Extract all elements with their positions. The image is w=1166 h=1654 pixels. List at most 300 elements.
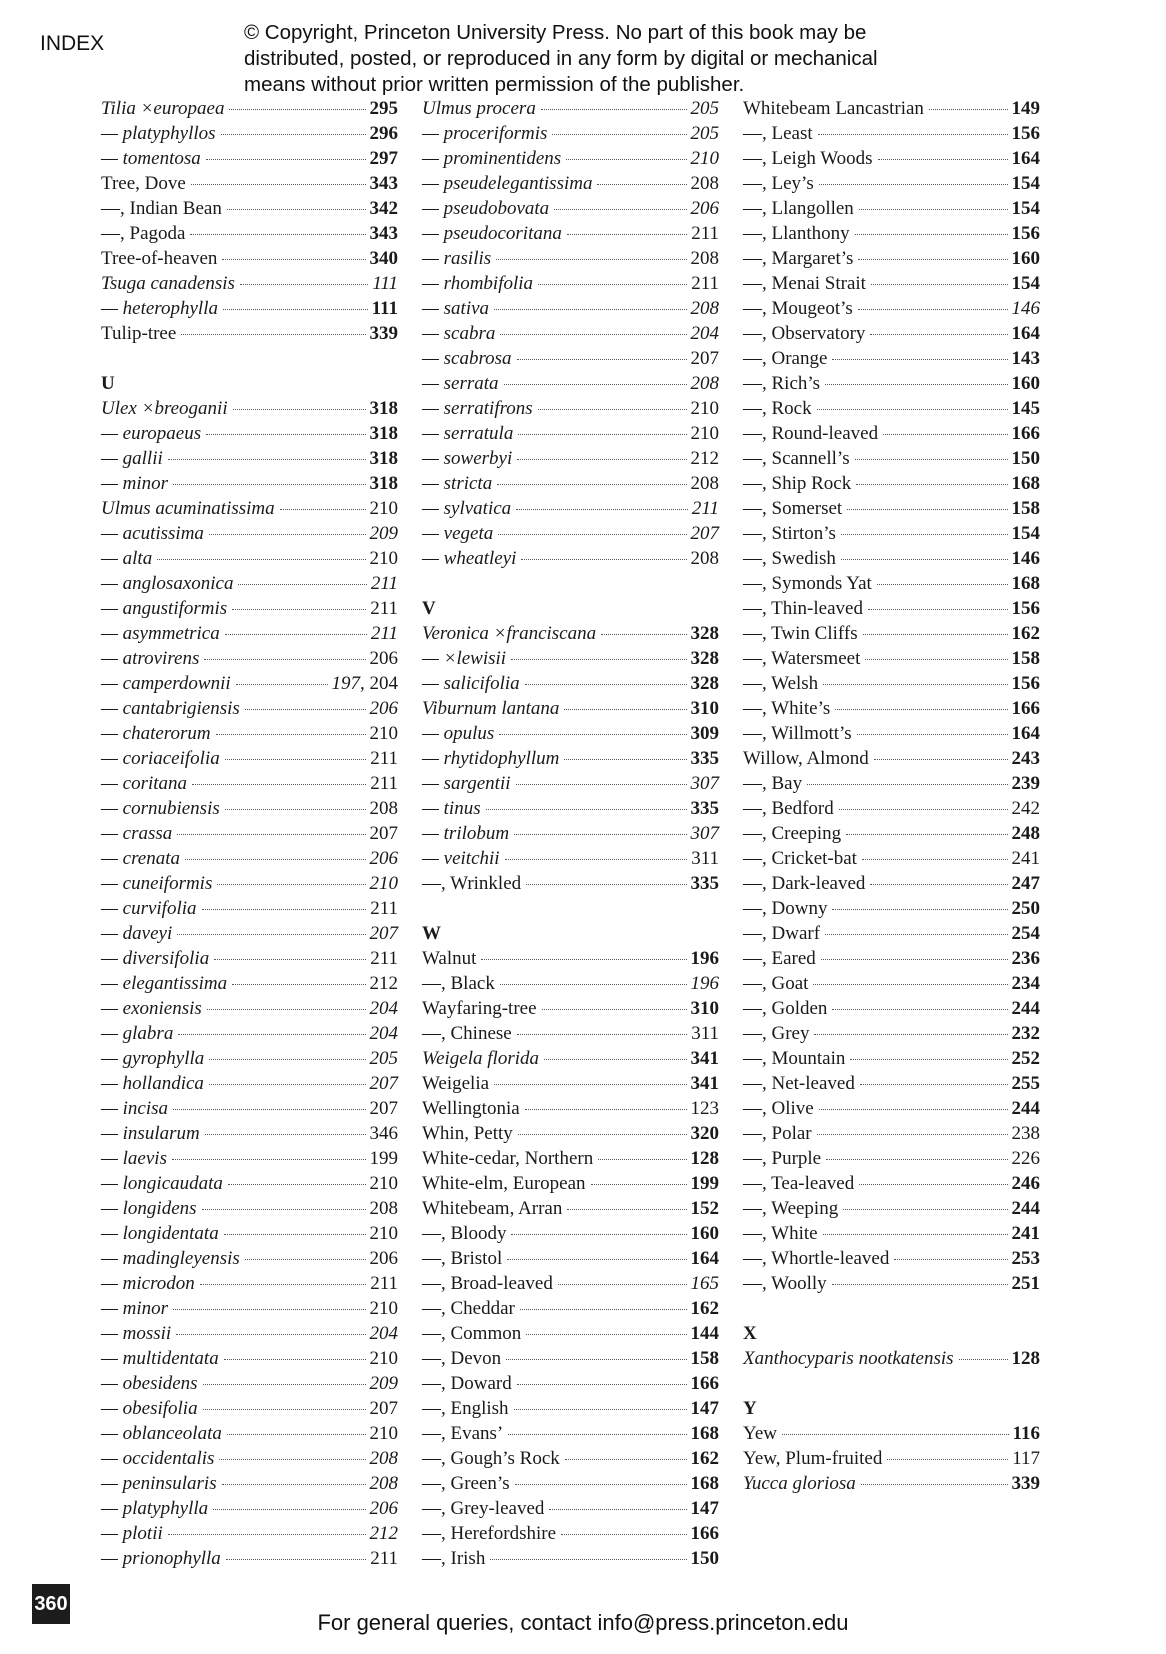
index-entry [101,796,398,821]
entry-term: Veronica ×franciscana [422,623,597,644]
leader-dots [859,1184,1007,1185]
entry-page: 297 [369,148,398,169]
index-entry [422,771,719,796]
entry-page: 165 [690,1273,719,1294]
index-entry [101,1221,398,1246]
entry-page: 156 [1011,123,1040,144]
index-entry [101,871,398,896]
index-entry [101,471,398,496]
entry-page: 346 [369,1123,398,1144]
leader-dots [223,309,368,310]
entry-term: — platyphyllos [101,123,216,144]
leader-dots [863,634,1008,635]
index-entry [101,521,398,546]
leader-dots [221,134,366,135]
index-entry [422,346,719,371]
index-entry [422,1471,719,1496]
entry-page: 254 [1011,923,1040,944]
entry-page: 206 [369,648,398,669]
leader-dots [222,259,365,260]
entry-term: Tree, Dove [101,173,186,194]
leader-dots [554,209,686,210]
leader-dots [855,234,1008,235]
entry-term: — pseudelegantissima [422,173,593,194]
leader-dots [858,259,1007,260]
entry-term: —, Herefordshire [422,1523,557,1544]
entry-term: — sativa [422,298,490,319]
index-entry [422,396,719,421]
index-entry [743,571,1040,596]
index-entry [101,296,398,321]
leader-dots [517,1384,687,1385]
entry-term: — platyphylla [101,1498,209,1519]
entry-term: — veitchii [422,848,500,869]
entry-term: —, Dark-leaved [743,873,866,894]
index-entry [101,921,398,946]
entry-page: 204 [369,1023,398,1044]
index-entry [422,1371,719,1396]
leader-dots [832,1284,1008,1285]
index-entry [422,146,719,171]
leader-dots [205,1134,366,1135]
leader-dots [500,984,687,985]
running-head: INDEX [40,32,105,55]
index-entry [743,1046,1040,1071]
page-number: 360 [32,1584,70,1624]
entry-term: Whitebeam Lancastrian [743,98,924,119]
entry-term: —, Gough’s Rock [422,1448,560,1469]
entry-page: 210 [369,1298,398,1319]
entry-term: Viburnum lantana [422,698,560,719]
index-entry [743,1021,1040,1046]
index-entry [422,746,719,771]
index-entry [101,496,398,521]
index-entry [422,321,719,346]
index-entry [101,596,398,621]
entry-term: —, Rock [743,398,812,419]
leader-dots [514,1409,687,1410]
entry-page: 208 [690,248,719,269]
leader-dots [232,609,366,610]
entry-page: 160 [1011,373,1040,394]
index-entry [422,996,719,1021]
leader-dots [877,584,1008,585]
index-entry [743,1096,1040,1121]
leader-dots [517,1034,687,1035]
leader-dots [202,1209,366,1210]
entry-term: — obesidens [101,1373,198,1394]
entry-page: 244 [1011,998,1040,1019]
entry-page: 210 [369,873,398,894]
entry-term: —, Goat [743,973,809,994]
leader-dots [209,534,366,535]
section-letter: U [101,373,115,394]
index-entry [101,1246,398,1271]
entry-page: 208 [369,1198,398,1219]
index-entry [743,871,1040,896]
index-entry [422,246,719,271]
entry-term: Tree-of-heaven [101,248,218,269]
entry-page: 246 [1011,1173,1040,1194]
leader-dots [525,1109,687,1110]
leader-dots [229,109,365,110]
entry-term: — minor [101,1298,169,1319]
entry-page: 207 [690,348,719,369]
leader-dots [542,1009,687,1010]
entry-term: —, Whortle-leaved [743,1248,890,1269]
index-entry [743,1171,1040,1196]
section-letter: W [422,923,441,944]
leader-dots [511,1234,686,1235]
index-entry [422,171,719,196]
entry-page: 196 [690,973,719,994]
entry-page: 339 [1011,1473,1040,1494]
index-entry [743,846,1040,871]
index-entry [743,1446,1040,1471]
entry-page: 158 [1011,498,1040,519]
index-entry [101,946,398,971]
leader-dots [173,1309,365,1310]
entry-page: 205 [690,98,719,119]
entry-page: 226 [1011,1148,1040,1169]
entry-page: 210 [369,1223,398,1244]
leader-dots [515,1484,687,1485]
entry-page: 158 [690,1348,719,1369]
index-entry [101,171,398,196]
leader-dots [832,909,1007,910]
entry-term: Ulmus procera [422,98,536,119]
index-entry [743,196,1040,221]
index-entry [101,1121,398,1146]
index-entry [422,1096,719,1121]
entry-page: 251 [1011,1273,1040,1294]
index-entry [743,796,1040,821]
entry-term: —, Tea-leaved [743,1173,855,1194]
entry-term: —, Doward [422,1373,512,1394]
leader-dots [825,934,1007,935]
entry-term: —, Creeping [743,823,842,844]
index-entry [743,921,1040,946]
entry-page: 211 [370,948,398,969]
entry-page: 210 [369,498,398,519]
index-entry [743,446,1040,471]
leader-dots [238,584,366,585]
entry-term: Tulip-tree [101,323,177,344]
entry-term: —, Somerset [743,498,843,519]
entry-term: —, Bloody [422,1223,507,1244]
entry-page: 208 [690,173,719,194]
leader-dots [225,809,366,810]
index-entry [101,1096,398,1121]
index-entry [101,721,398,746]
index-entry [743,221,1040,246]
index-entry [422,546,719,571]
entry-term: Yew, Plum-fruited [743,1448,883,1469]
leader-dots [841,559,1008,560]
entry-page: 243 [1011,748,1040,769]
entry-page: 211 [370,898,398,919]
entry-term: — daveyi [101,923,173,944]
index-entry [743,121,1040,146]
index-entry [101,221,398,246]
entry-term: — exoniensis [101,998,202,1019]
index-entry [743,721,1040,746]
leader-dots [819,1109,1008,1110]
index-entry [101,121,398,146]
entry-page: 207 [369,823,398,844]
entry-term: —, Llangollen [743,198,854,219]
entry-page: 211 [370,573,398,594]
entry-term: — pseudobovata [422,198,550,219]
leader-dots [857,734,1008,735]
entry-page: 342 [369,198,398,219]
entry-term: — proceriformis [422,123,548,144]
entry-page: 307 [690,823,719,844]
entry-term: — serratifrons [422,398,533,419]
leader-dots [168,459,366,460]
entry-page: 204 [369,998,398,1019]
entry-term: —, Welsh [743,673,819,694]
entry-page: 341 [690,1073,719,1094]
entry-term: —, Net-leaved [743,1073,855,1094]
entry-term: —, Broad-leaved [422,1273,553,1294]
entry-term: —, Pagoda [101,223,186,244]
leader-dots [203,1409,366,1410]
index-entry [422,1546,719,1571]
entry-term: —, Observatory [743,323,866,344]
copyright-line: © Copyright, Princeton University Press. No part of this book may be [244,21,867,44]
entry-term: — cantabrigiensis [101,698,240,719]
entry-term: Whin, Petty [422,1123,513,1144]
entry-page: 116 [1012,1423,1040,1444]
index-entry [101,546,398,571]
leader-dots [497,484,686,485]
entry-term: — longidentata [101,1223,219,1244]
entry-page: 207 [690,523,719,544]
entry-term: White-cedar, Northern [422,1148,594,1169]
entry-term: — madingleyensis [101,1248,240,1269]
leader-dots [823,1234,1008,1235]
index-entry [422,721,719,746]
index-entry [743,371,1040,396]
index-entry [101,646,398,671]
entry-term: —, Mougeot’s [743,298,853,319]
entry-term: —, Green’s [422,1473,510,1494]
entry-page: 162 [690,1298,719,1319]
entry-term: — tomentosa [101,148,201,169]
index-entry [101,321,398,346]
leader-dots [870,334,1007,335]
entry-term: Walnut [422,948,477,969]
leader-dots [813,984,1007,985]
entry-term: — microdon [101,1273,195,1294]
leader-dots [538,409,687,410]
entry-term: — alta [101,548,153,569]
entry-term: — wheatleyi [422,548,517,569]
entry-term: — longicaudata [101,1173,223,1194]
leader-dots [843,1209,1007,1210]
entry-page: 210 [369,1348,398,1369]
entry-page: 145 [1011,398,1040,419]
leader-dots [929,109,1008,110]
entry-page: 206 [369,1248,398,1269]
index-entry [743,1471,1040,1496]
index-entry [743,1346,1040,1371]
entry-term: — europaeus [101,423,202,444]
entry-term: —, Devon [422,1348,502,1369]
entry-term: — peninsularis [101,1473,217,1494]
leader-dots [506,1359,686,1360]
entry-page: 307 [690,773,719,794]
index-entry [101,1321,398,1346]
entry-term: —, White [743,1223,818,1244]
entry-page: 208 [369,798,398,819]
entry-page: 343 [369,173,398,194]
leader-dots [191,184,366,185]
index-entry [101,1171,398,1196]
entry-term: —, Mountain [743,1048,846,1069]
leader-dots [177,934,365,935]
entry-term: — asymmetrica [101,623,220,644]
entry-page: 343 [369,223,398,244]
entry-page: 311 [691,848,719,869]
leader-dots [172,1159,366,1160]
leader-dots [190,234,365,235]
leader-dots [507,1259,686,1260]
index-entry [422,1146,719,1171]
leader-dots [508,1434,686,1435]
entry-page: 207 [369,1073,398,1094]
entry-page: 210 [690,398,719,419]
index-entry [422,496,719,521]
index-entry [422,421,719,446]
entry-page: 154 [1011,173,1040,194]
entry-term: Willow, Almond [743,748,869,769]
leader-dots [177,834,365,835]
index-entry [422,1246,719,1271]
leader-dots [516,509,688,510]
entry-page: 310 [690,698,719,719]
leader-dots [887,1459,1008,1460]
entry-page: 168 [690,1473,719,1494]
entry-term: —, Bay [743,773,803,794]
index-entry [101,996,398,1021]
section-letter: Y [743,1398,757,1419]
entry-page: 168 [1011,473,1040,494]
index-entry [101,1421,398,1446]
leader-dots [894,1259,1007,1260]
leader-dots [178,1034,365,1035]
entry-page: 204 [690,323,719,344]
entry-page: 206 [369,848,398,869]
index-entry [743,1421,1040,1446]
entry-page: 168 [1011,573,1040,594]
entry-term: — rhytidophyllum [422,748,560,769]
index-entry [422,646,719,671]
index-entry [422,1396,719,1421]
entry-page: 234 [1011,973,1040,994]
entry-term: —, Margaret’s [743,248,854,269]
index-entry [101,621,398,646]
entry-term: — laevis [101,1148,167,1169]
entry-page: 199 [369,1148,398,1169]
leader-dots [498,534,686,535]
index-entry [422,1421,719,1446]
leader-dots [486,809,687,810]
entry-term: —, Leigh Woods [743,148,873,169]
index-entry [422,846,719,871]
entry-term: —, Downy [743,898,828,919]
entry-page: 242 [1011,798,1040,819]
leader-dots [832,359,1007,360]
index-entry [422,1046,719,1071]
entry-term: White-elm, European [422,1173,586,1194]
index-entry [422,1021,719,1046]
leader-dots [591,1184,687,1185]
leader-dots [213,1509,365,1510]
entry-term: — ×lewisii [422,648,507,669]
entry-page: 310 [690,998,719,1019]
entry-term: — coriaceifolia [101,748,220,769]
leader-dots [817,1134,1008,1135]
index-entry [101,1346,398,1371]
index-entry [422,1321,719,1346]
index-column-1 [101,96,398,1571]
index-entry [101,1146,398,1171]
entry-term: —, Purple [743,1148,822,1169]
entry-term: —, Watersmeet [743,648,861,669]
index-entry [101,1046,398,1071]
index-entry [422,471,719,496]
entry-page: 128 [1011,1348,1040,1369]
index-entry [422,96,719,121]
leader-dots [818,134,1008,135]
index-entry [101,196,398,221]
entry-page: 340 [369,248,398,269]
entry-term: — oblanceolata [101,1423,222,1444]
entry-page: 211 [370,1548,398,1569]
index-entry [743,421,1040,446]
entry-page: 166 [690,1373,719,1394]
leader-dots [225,759,366,760]
entry-term: —, Round-leaved [743,423,879,444]
index-entry [101,1271,398,1296]
entry-term: — vegeta [422,523,494,544]
leader-dots [858,309,1008,310]
spacer [422,571,719,596]
entry-term: — acutissima [101,523,204,544]
entry-page: 207 [369,1398,398,1419]
entry-term: Weigelia [422,1073,490,1094]
entry-term: — tinus [422,798,481,819]
index-entry [743,521,1040,546]
index-entry [422,1121,719,1146]
leader-dots [518,434,686,435]
entry-term: — angustiformis [101,598,228,619]
index-entry [101,1446,398,1471]
leader-dots [214,959,366,960]
entry-page: 160 [690,1223,719,1244]
leader-dots [855,459,1008,460]
index-entry [101,446,398,471]
leader-dots [181,334,365,335]
leader-dots [224,1234,366,1235]
section-letter: X [743,1323,757,1344]
entry-page: 318 [369,398,398,419]
leader-dots [504,384,687,385]
leader-dots [206,159,366,160]
entry-term: —, Cheddar [422,1298,515,1319]
